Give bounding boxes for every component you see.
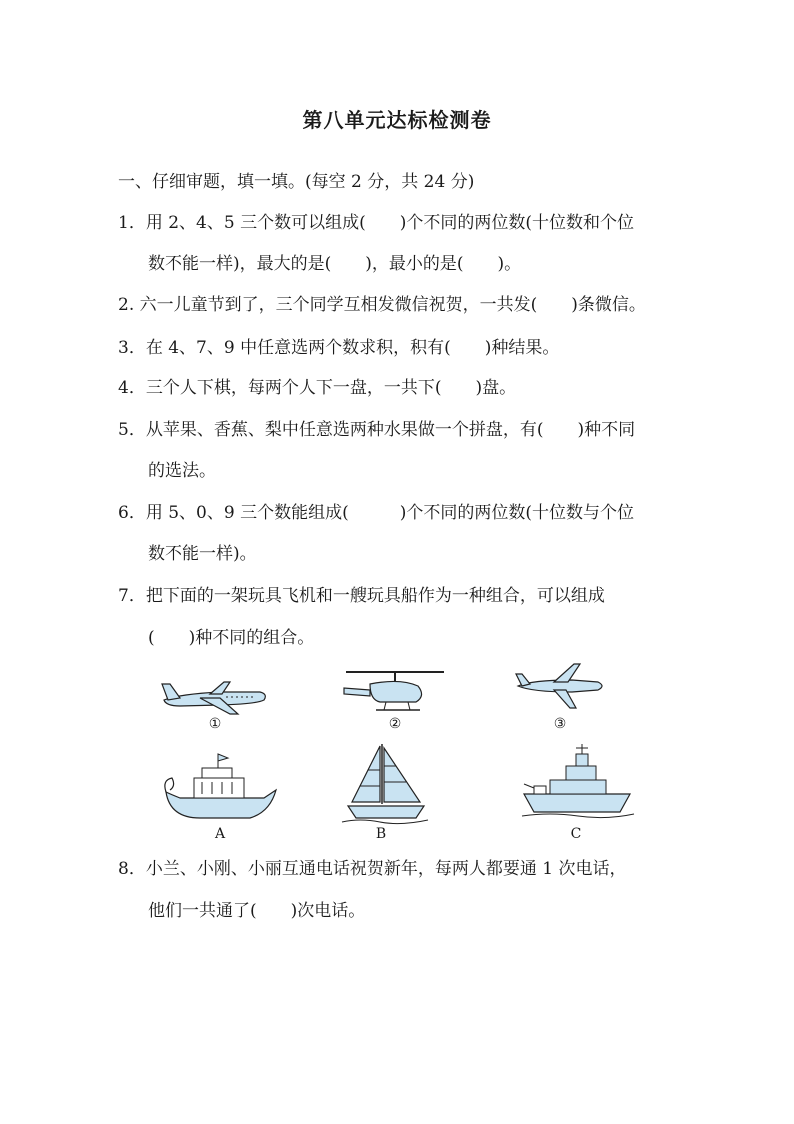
boat-b-label: B bbox=[375, 826, 387, 842]
sailboat-icon bbox=[340, 742, 430, 826]
plane-3-label: ③ bbox=[553, 716, 567, 732]
question-8-line-1: 8．小兰、小刚、小丽互通电话祝贺新年，每两人都要通 1 次电话， bbox=[118, 859, 627, 879]
question-5-line-1: 5．从苹果、香蕉、梨中任意选两种水果做一个拼盘，有( )种不同 bbox=[118, 420, 636, 440]
question-2: 2. 六一儿童节到了，三个同学互相发微信祝贺，一共发( )条微信。 bbox=[118, 295, 646, 315]
question-1-line-2: 数不能一样)，最大的是( )，最小的是( )。 bbox=[148, 254, 522, 274]
question-7-line-1: 7．把下面的一架玩具飞机和一艘玩具船作为一种组合，可以组成 bbox=[118, 586, 605, 606]
dragon-boat-icon bbox=[160, 752, 280, 824]
page-title: 第八单元达标检测卷 bbox=[302, 108, 492, 132]
question-5-line-2: 的选法。 bbox=[148, 461, 216, 481]
boat-c-label: C bbox=[570, 826, 582, 842]
boat-a-label: A bbox=[214, 826, 226, 842]
plane-1-label: ① bbox=[208, 716, 222, 732]
question-7-line-2: ( )种不同的组合。 bbox=[148, 628, 315, 648]
question-3: 3．在 4、7、9 中任意选两个数求积，积有( )种结果。 bbox=[118, 338, 560, 358]
helicopter-icon bbox=[340, 664, 450, 720]
jet-plane-icon bbox=[160, 670, 270, 720]
question-4: 4．三个人下棋，每两个人下一盘，一共下( )盘。 bbox=[118, 378, 517, 398]
section-heading: 一、仔细审题，填一填。(每空 2 分，共 24 分) bbox=[118, 172, 475, 192]
question-8-line-2: 他们一共通了( )次电话。 bbox=[148, 901, 366, 921]
question-1-line-1: 1．用 2、4、5 三个数可以组成( )个不同的两位数(十位数和个位 bbox=[118, 213, 634, 233]
plane-2-label: ② bbox=[388, 716, 402, 732]
question-6-line-2: 数不能一样)。 bbox=[148, 544, 257, 564]
warship-icon bbox=[520, 742, 636, 824]
question-6-line-1: 6．用 5、0、9 三个数能组成( )个不同的两位数(十位数与个位 bbox=[118, 503, 634, 523]
airplane-icon bbox=[512, 660, 608, 712]
